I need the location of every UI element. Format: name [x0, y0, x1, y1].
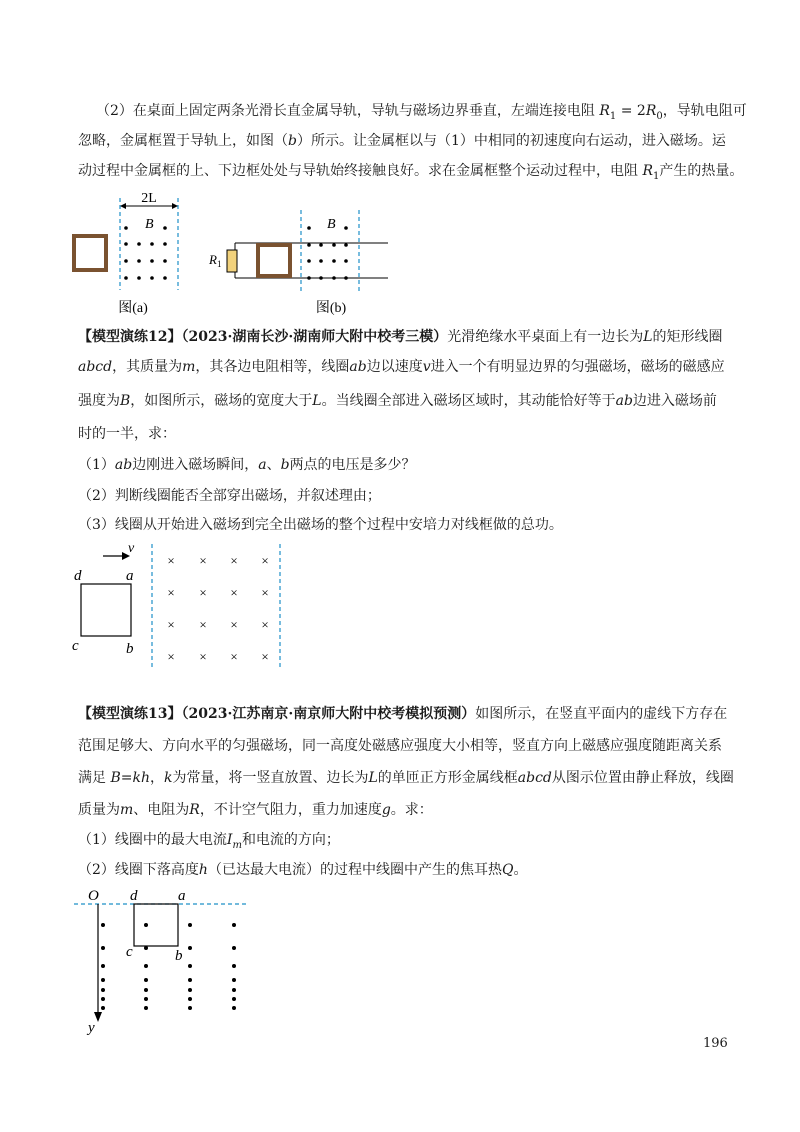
svg-text:×: × — [167, 585, 175, 600]
fig-p12-crosses — [167, 553, 268, 664]
fig-p13-c: c — [126, 944, 133, 960]
p13-source: （2023·江苏南京·南京师大附中校考模拟预测） — [181, 706, 476, 722]
p12-question-2: （2）判断线圈能否全部穿出磁场，并叙述理由； — [78, 488, 381, 504]
fig-p13-b: b — [175, 948, 183, 964]
fig-b-caption: 图(b) — [315, 301, 347, 316]
p13-question-2: （2）线圈下落高度h（已达最大电流）的过程中线圈中产生的焦耳热Q。 — [78, 862, 528, 878]
svg-text:×: × — [199, 649, 207, 664]
p11-line-1: （2）在桌面上固定两条光滑长直金属导轨，导轨与磁场边界垂直，左端连接电阻 $R_1 = 2R_0$，导轨电阻可 — [96, 103, 747, 122]
page-number: 196 — [703, 1036, 728, 1051]
p13-line-3: 满足 B=kh，k为常量，将一竖直放置、边长为L的单匝正方形金属线框abcd从图示位置由静止释放，线圈 — [78, 770, 734, 786]
figure-p12 — [68, 540, 298, 675]
svg-text:×: × — [230, 649, 238, 664]
fig-p12-b: b — [126, 641, 134, 657]
svg-text:×: × — [261, 617, 269, 632]
fig-a-dimension: 2L — [141, 191, 157, 206]
svg-text:×: × — [199, 585, 207, 600]
fig-p12-c: c — [72, 638, 79, 654]
svg-text:×: × — [261, 649, 269, 664]
fig-a-caption: 图(a) — [118, 301, 148, 316]
fig-a-frame — [74, 236, 106, 270]
fig-p12-d: d — [74, 568, 82, 584]
p12-question-3: （3）线圈从开始进入磁场到完全出磁场的整个过程中安培力对线框做的总功。 — [78, 517, 563, 533]
p13-title: 【模型演练13】 — [78, 706, 182, 722]
p12-question-1: （1）ab边刚进入磁场瞬间，a、b两点的电压是多少？ — [78, 457, 416, 473]
svg-text:×: × — [230, 617, 238, 632]
fig-b-resistor — [227, 250, 237, 272]
figure-b — [205, 206, 405, 322]
p11-line-3: 动过程中金属框的上、下边框处处与导轨始终接触良好。求在金属框整个运动过程中，电阻 $R_1$产生的热量。 — [78, 163, 744, 182]
svg-text:×: × — [167, 553, 175, 568]
figure-p13 — [72, 882, 252, 1038]
svg-text:×: × — [261, 585, 269, 600]
svg-text:×: × — [261, 553, 269, 568]
fig-p13-coil — [134, 904, 178, 946]
fig-a-dots — [124, 226, 167, 280]
fig-p13-dots — [101, 923, 236, 1010]
svg-text:×: × — [230, 585, 238, 600]
p13-line-4: 质量为m、电阻为R，不计空气阻力，重力加速度g。求： — [78, 802, 433, 818]
p13-line-1: 【模型演练13】（2023·江苏南京·南京师大附中校考模拟预测）如图所示，在竖直平面内的虚线下方存在 — [78, 706, 728, 722]
svg-text:×: × — [199, 553, 207, 568]
svg-text:×: × — [230, 553, 238, 568]
p12-line-4: 时的一半，求： — [78, 426, 176, 442]
fig-p13-O: O — [88, 888, 99, 904]
fig-b-resistor-label: $R_1$ — [209, 252, 222, 269]
p12-source: （2023·湖南长沙·湖南师大附中校考三模） — [181, 329, 448, 345]
p13-line-2: 范围足够大、方向水平的匀强磁场，同一高度处磁感应强度大小相等，竖直方向上磁感应强度随距离关系 — [78, 738, 722, 754]
fig-b-field: B — [327, 217, 336, 232]
figure-a — [70, 190, 190, 320]
p12-line-2: abcd，其质量为m，其各边电阻相等，线圈ab边以速度v进入一个有明显边界的匀强磁场，磁场的磁感应 — [78, 359, 725, 375]
p13-question-1: （1）线圈中的最大电流$I_m$和电流的方向； — [78, 832, 340, 851]
p12-line-3: 强度为B，如图所示，磁场的宽度大于L。当线圈全部进入磁场区域时，其动能恰好等于ab边进入磁场前 — [78, 393, 717, 409]
fig-p12-a: a — [126, 568, 134, 584]
svg-text:×: × — [199, 617, 207, 632]
fig-b-frame — [258, 245, 290, 276]
fig-p12-coil — [81, 584, 131, 636]
svg-text:×: × — [167, 649, 175, 664]
p11-line-2: 忽略，金属框置于导轨上，如图（b）所示。让金属框以与（1）中相同的初速度向右运动，进入磁场。运 — [78, 133, 726, 149]
p12-title: 【模型演练12】 — [78, 329, 182, 345]
fig-p13-y: y — [88, 1020, 95, 1036]
p12-line-1: 【模型演练12】（2023·湖南长沙·湖南师大附中校考三模）光滑绝缘水平桌面上有一边长为L的矩形线圈 — [78, 329, 723, 345]
fig-p12-v: v — [128, 541, 135, 556]
fig-a-field: B — [145, 217, 154, 232]
svg-text:×: × — [167, 617, 175, 632]
fig-p13-a: a — [178, 888, 186, 904]
fig-b-dots — [307, 226, 348, 280]
fig-p13-d: d — [130, 888, 138, 904]
